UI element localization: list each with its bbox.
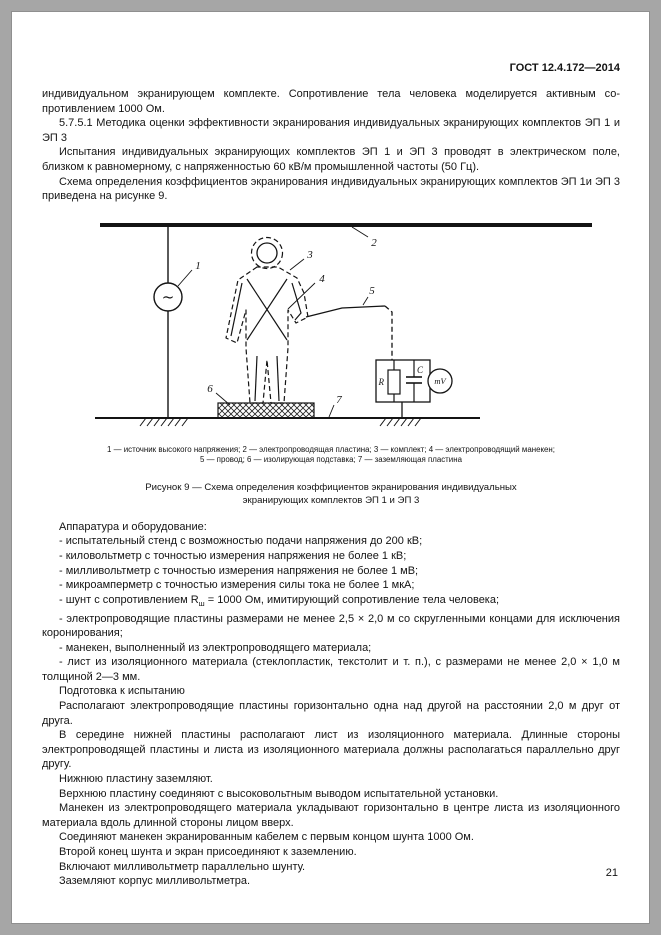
shunt-subscript: ш [198, 598, 205, 608]
insulating-stand [218, 403, 314, 418]
figure-9 [42, 213, 620, 507]
list-item: - киловольтметр с точностью измерения напряжения не более 1 кВ; [59, 549, 407, 562]
figure-legend-line2: 5 — провод; 6 — изолирующая подставка; 7 — заземляющая пластина [200, 455, 462, 465]
paragraph: Соединяют манекен экранированным кабелем с первым концом шунта 1000 Ом. [59, 831, 474, 844]
capacitor-label: C [417, 364, 424, 375]
preparation-title: Подготовка к испытанию [59, 685, 185, 698]
callout-2: 2 [371, 236, 377, 249]
list-item-shunt [42, 593, 620, 612]
mannequin-group [226, 237, 308, 403]
mannequin-head [257, 243, 277, 263]
list-item: - испытательный стенд с возможностью подачи напряжения до 200 кВ; [59, 535, 423, 548]
callout-5: 5 [369, 284, 375, 297]
ground-hatch-left [140, 418, 188, 426]
list-item: - электропроводящие пластины размерами не менее 2,5 × 2,0 м со скругленными концами для исключения коронирования; [42, 612, 620, 640]
document-page [12, 12, 649, 923]
shunt-text-post: = 1000 Ом, имитирующий сопротивление тела человека; [204, 593, 500, 606]
paragraph: В середине нижней пластины располагают лист из изоляционного материала. Длинные стороны электропроводящей пластины и листа из изоляционного материала должны располагаться параллельно друг другу. [42, 729, 620, 771]
paragraph: индивидуальном экранирующем комплекте. Сопротивление тела человека моделируется активным сопротивлением 1000 Ом. [42, 88, 620, 115]
paragraph: 5.7.5.1 Методика оценки эффективности экранирования индивидуальных экранирующих комплектов ЭП 1 и ЭП 3 [42, 117, 620, 144]
list-item: - манекен, выполненный из электропроводящего материала; [59, 641, 372, 654]
hv-source-symbol: ~ [161, 287, 175, 306]
paragraph: Располагают электропроводящие пластины горизонтально одна над другой на расстоянии 2,0 м друг от друга. [42, 700, 620, 727]
doc-number: ГОСТ 12.4.172—2014 [509, 62, 620, 74]
figure-legend [42, 445, 620, 466]
callout-labels [195, 237, 377, 406]
paragraph: Нижнюю пластину заземляют. [59, 773, 213, 786]
paragraph: Заземляют корпус милливольтметра. [59, 875, 251, 888]
figure-legend-line1: 1 — источник высокого напряжения; 2 — электропроводящая пластина; 3 — комплект; 4 — электропроводящий манекен; [107, 444, 555, 454]
callout-4: 4 [319, 272, 325, 285]
paragraph: Схема определения коэффициентов экранирования индивидуальных экранирующих комплектов ЭП 1и ЭП 3 приведена на рисунке 9. [42, 175, 620, 203]
callout-6: 6 [207, 382, 213, 395]
figure-9-diagram [42, 213, 620, 431]
paragraph: Манекен из электропроводящего материала укладывают горизонтально в центре листа из изоляционного материала вдоль длинной стороны лицом вверх. [42, 802, 620, 829]
paragraph: Испытания индивидуальных экранирующих комплектов ЭП 1 и ЭП 3 проводят в электрическом поле, близком к равномерному, с напряженностью 60 кВ/м промышленной частоты (50 Гц). [42, 146, 620, 173]
wire-5 [306, 306, 392, 360]
callout-1: 1 [195, 259, 201, 272]
apparatus-title: Аппаратура и оборудование: [59, 520, 207, 533]
shunt-text-pre: - шунт с сопротивлением R [59, 593, 199, 606]
measurement-box [376, 360, 452, 418]
list-item: - микроамперметр с точностью измерения силы тока не более 1 мкА; [59, 579, 415, 592]
suit-hood-outline [252, 237, 283, 268]
mannequin-body-lines [231, 279, 301, 401]
figure-caption: Рисунок 9 — Схема определения коэффициентов экранирования индивидуальных экранирующих комплектов ЭП 1 и ЭП 3 [145, 481, 517, 506]
page-number: 21 [605, 867, 618, 879]
paragraph: Второй конец шунта и экран присоединяют к заземлению. [59, 846, 357, 858]
paragraph: Включают милливольтметр параллельно шунту. [59, 860, 306, 873]
millivoltmeter-label: mV [434, 375, 446, 386]
list-item: - лист из изоляционного материала (стеклопластик, текстолит и т. п.), с размерами не менее 2,0 × 1,0 м толщиной 2—3 мм. [42, 656, 620, 683]
ground-hatch-right [380, 418, 421, 426]
callout-3: 3 [307, 248, 313, 261]
paragraph: Верхнюю пластину соединяют с высоковольтным выводом испытательной установки. [59, 787, 499, 800]
callout-7: 7 [336, 393, 342, 406]
suit-outline [226, 267, 308, 403]
resistor-label: R [378, 376, 384, 387]
list-item: - милливольтметр с точностью измерения напряжения не более 1 мВ; [59, 564, 419, 577]
